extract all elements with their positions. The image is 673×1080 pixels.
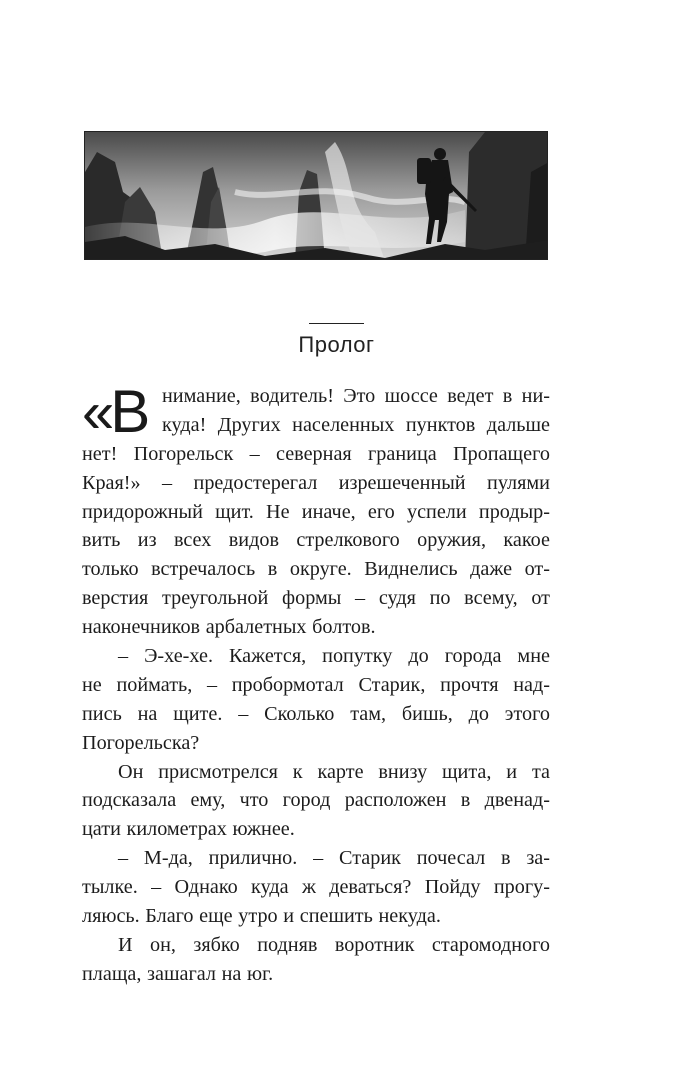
drop-cap-quote: « — [82, 380, 111, 445]
chapter-title: Пролог — [298, 332, 375, 357]
text-line: не поймать, – пробормотал Старик, прочтя над- — [82, 673, 550, 696]
chapter-illustration — [84, 131, 548, 260]
text-line: верстия треугольной формы – судя по всему, от — [82, 587, 550, 610]
text-line: нет! Погорельск – северная граница Пропащего — [82, 442, 550, 465]
text-line: цати километрах южнее. — [82, 818, 295, 841]
heading-divider — [309, 323, 364, 324]
text-line: тылке. – Однако куда ж деваться? Пойду прогу- — [82, 876, 550, 899]
text-line: только встречалось в округе. Виднелись даже от- — [82, 558, 550, 581]
text-line: Он присмотрелся к карте внизу щита, и та — [118, 760, 550, 783]
text-line: Погорельска? — [82, 731, 200, 754]
text-line: плаща, зашагал на юг. — [82, 962, 274, 985]
text-line: наконечников арбалетных болтов. — [82, 616, 376, 639]
text-line: куда! Других населенных пунктов дальше — [162, 413, 550, 436]
text-line: – М-да, прилично. – Старик почесал в за- — [118, 847, 550, 870]
landscape-illustration-icon — [85, 132, 548, 260]
drop-cap-letter: В — [110, 378, 151, 445]
text-line: подсказала ему, что город расположен в двенад- — [82, 789, 550, 812]
text-line: нимание, водитель! Это шоссе ведет в ни- — [162, 385, 550, 407]
text-line: придорожный щит. Не иначе, его успели продыр- — [82, 500, 550, 523]
body-text — [82, 378, 550, 989]
text-line: И он, зябко подняв воротник старомодного — [118, 933, 550, 956]
text-line: пись на щите. – Сколько там, бишь, до этого — [82, 702, 550, 725]
drop-cap — [82, 378, 151, 445]
text-line: ляюсь. Благо еще утро и спешить некуда. — [82, 905, 441, 928]
text-line: – Э-хе-хе. Кажется, попутку до города мне — [118, 645, 550, 668]
text-line: вить из всех видов стрелкового оружия, какое — [82, 529, 550, 552]
text-line: Края!» – предостерегал изрешеченный пулями — [82, 471, 550, 494]
chapter-heading-block — [0, 323, 673, 358]
